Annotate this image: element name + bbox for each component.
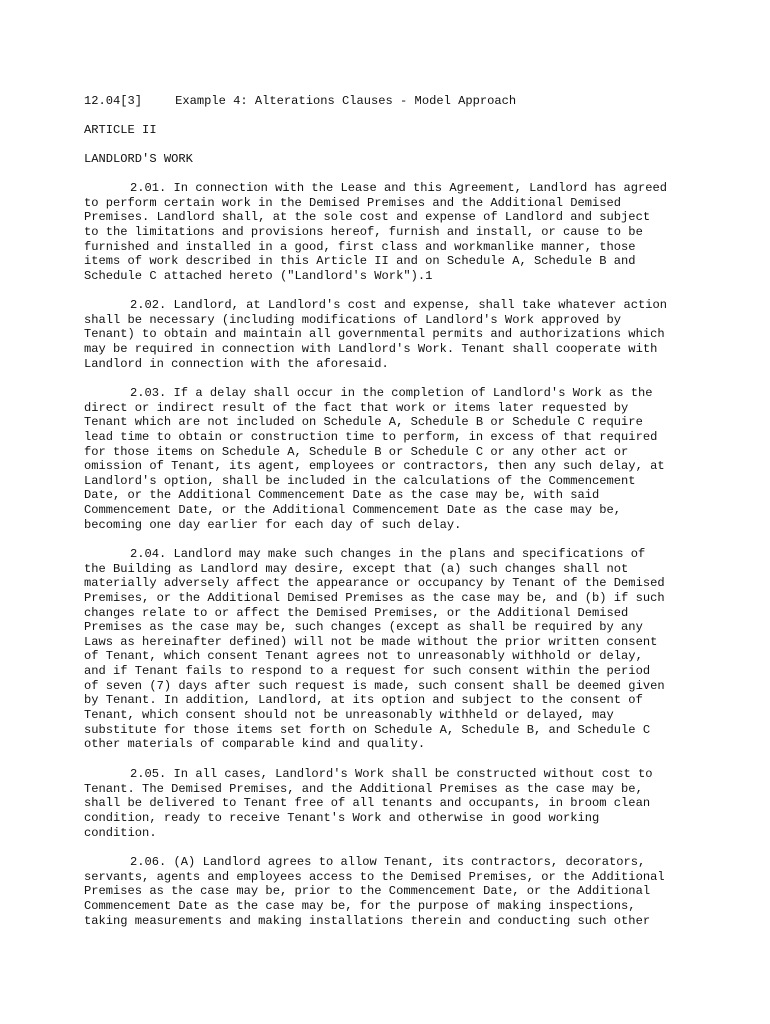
paragraph-line: 2.05. In all cases, Landlord's Work shall be constructed without cost to [130,767,653,781]
paragraph-line: by Tenant. In addition, Landlord, at its option and subject to the consent of [84,693,643,708]
paragraph-line: 2.03. If a delay shall occur in the completion of Landlord's Work as the [130,386,653,400]
paragraph-line: direct or indirect result of the fact that work or items later requested by [84,400,629,415]
paragraph-2-05 [84,767,653,840]
paragraph-line: changes relate to or affect the Demised Premises, or the Additional Demised [84,605,629,620]
paragraph-line: servants, agents and employees access to the Demised Premises, or the Additional [84,869,665,884]
paragraph-line: may be required in connection with Landlord's Work. Tenant shall cooperate with [84,341,658,356]
paragraph-line: 2.01. In connection with the Lease and this Agreement, Landlord has agreed [130,181,668,195]
paragraph-line: condition. [84,825,157,840]
paragraph-line: shall be necessary (including modifications of Landlord's Work approved by [84,312,622,327]
paragraph-line: Date, or the Additional Commencement Date as the case may be, with said [84,488,600,503]
paragraph-line: becoming one day earlier for each day of such delay. [84,517,462,532]
paragraph-line: Tenant. The Demised Premises, and the Additional Premises as the case may be, [84,781,643,796]
paragraph-line: furnished and installed in a good, first class and workmanlike manner, those [84,239,636,254]
paragraph-line: to the limitations and provisions hereof, furnish and install, or cause to be [84,224,643,239]
paragraph-line: 2.02. Landlord, at Landlord's cost and expense, shall take whatever action [130,298,668,312]
section-number: 12.04[3] [84,94,143,108]
paragraph-line: Laws as hereinafter defined) will not be made without the prior written consent [84,634,658,649]
paragraph-line: items of work described in this Article II and on Schedule A, Schedule B and [84,254,636,269]
paragraph-line: Premises. Landlord shall, at the sole cost and expense of Landlord and subject [84,210,651,225]
paragraph-line: condition, ready to receive Tenant's Work and otherwise in good working [84,810,600,825]
paragraph-2-04 [84,547,665,752]
article-label: ARTICLE II [84,123,157,137]
paragraph-line: Schedule C attached hereto ("Landlord's Work").1 [84,268,433,283]
paragraph-line: Commencement Date as the case may be, for the purpose of making inspections, [84,898,636,913]
paragraph-line: Tenant) to obtain and maintain all governmental permits and authorizations which [84,327,665,342]
paragraph-2-02 [84,298,667,371]
paragraph-line: 2.04. Landlord may make such changes in the plans and specifications of [130,547,646,561]
paragraph-line: Premises as the case may be, such changes (except as shall be required by any [84,620,643,635]
paragraph-line: materially adversely affect the appearance or occupancy by Tenant of the Demised [84,576,665,591]
paragraph-line: Premises, or the Additional Demised Premises as the case may be, and (b) if such [84,590,665,605]
paragraph-line: substitute for those items set forth on Schedule A, Schedule B, and Schedule C [84,722,651,737]
section-title: Example 4: Alterations Clauses - Model Approach [175,94,517,108]
paragraph-line: omission of Tenant, its agent, employees or contractors, then any such delay, at [84,459,665,474]
paragraph-line: other materials of comparable kind and quality. [84,737,426,752]
paragraph-line: Landlord in connection with the aforesaid. [84,356,389,371]
paragraph-line: Tenant which are not included on Schedule A, Schedule B or Schedule C require [84,415,643,430]
paragraph-line: of seven (7) days after such request is made, such consent shall be deemed given [84,678,665,693]
paragraph-line: of Tenant, which consent Tenant agrees not to unreasonably withhold or delay, [84,649,643,664]
article-title: LANDLORD'S WORK [84,152,193,166]
paragraph-2-03 [84,386,665,532]
paragraph-line: to perform certain work in the Demised Premises and the Additional Demised [84,195,622,210]
paragraph-2-01 [84,181,667,283]
paragraph-line: Commencement Date, or the Additional Commencement Date as the case may be, [84,503,622,517]
paragraph-line: Premises as the case may be, prior to the Commencement Date, or the Additional [84,884,651,899]
paragraph-line: taking measurements and making installations therein and conducting such other [84,913,651,928]
paragraph-line: shall be delivered to Tenant free of all tenants and occupants, in broom clean [84,796,651,811]
paragraph-line: the Building as Landlord may desire, except that (a) such changes shall not [84,561,629,576]
paragraph-line: 2.06. (A) Landlord agrees to allow Tenant, its contractors, decorators, [130,855,646,869]
paragraph-2-06 [84,855,665,928]
paragraph-line: for those items on Schedule A, Schedule B or Schedule C or any other act or [84,444,629,459]
paragraph-line: and if Tenant fails to respond to a request for such consent within the period [84,664,651,678]
section-heading [84,94,516,109]
paragraph-line: Landlord's option, shall be included in the calculations of the Commencement [84,473,636,488]
paragraph-line: Tenant, which consent should not be unreasonably withheld or delayed, may [84,707,614,722]
paragraph-line: lead time to obtain or construction time to perform, in excess of that required [84,429,658,444]
